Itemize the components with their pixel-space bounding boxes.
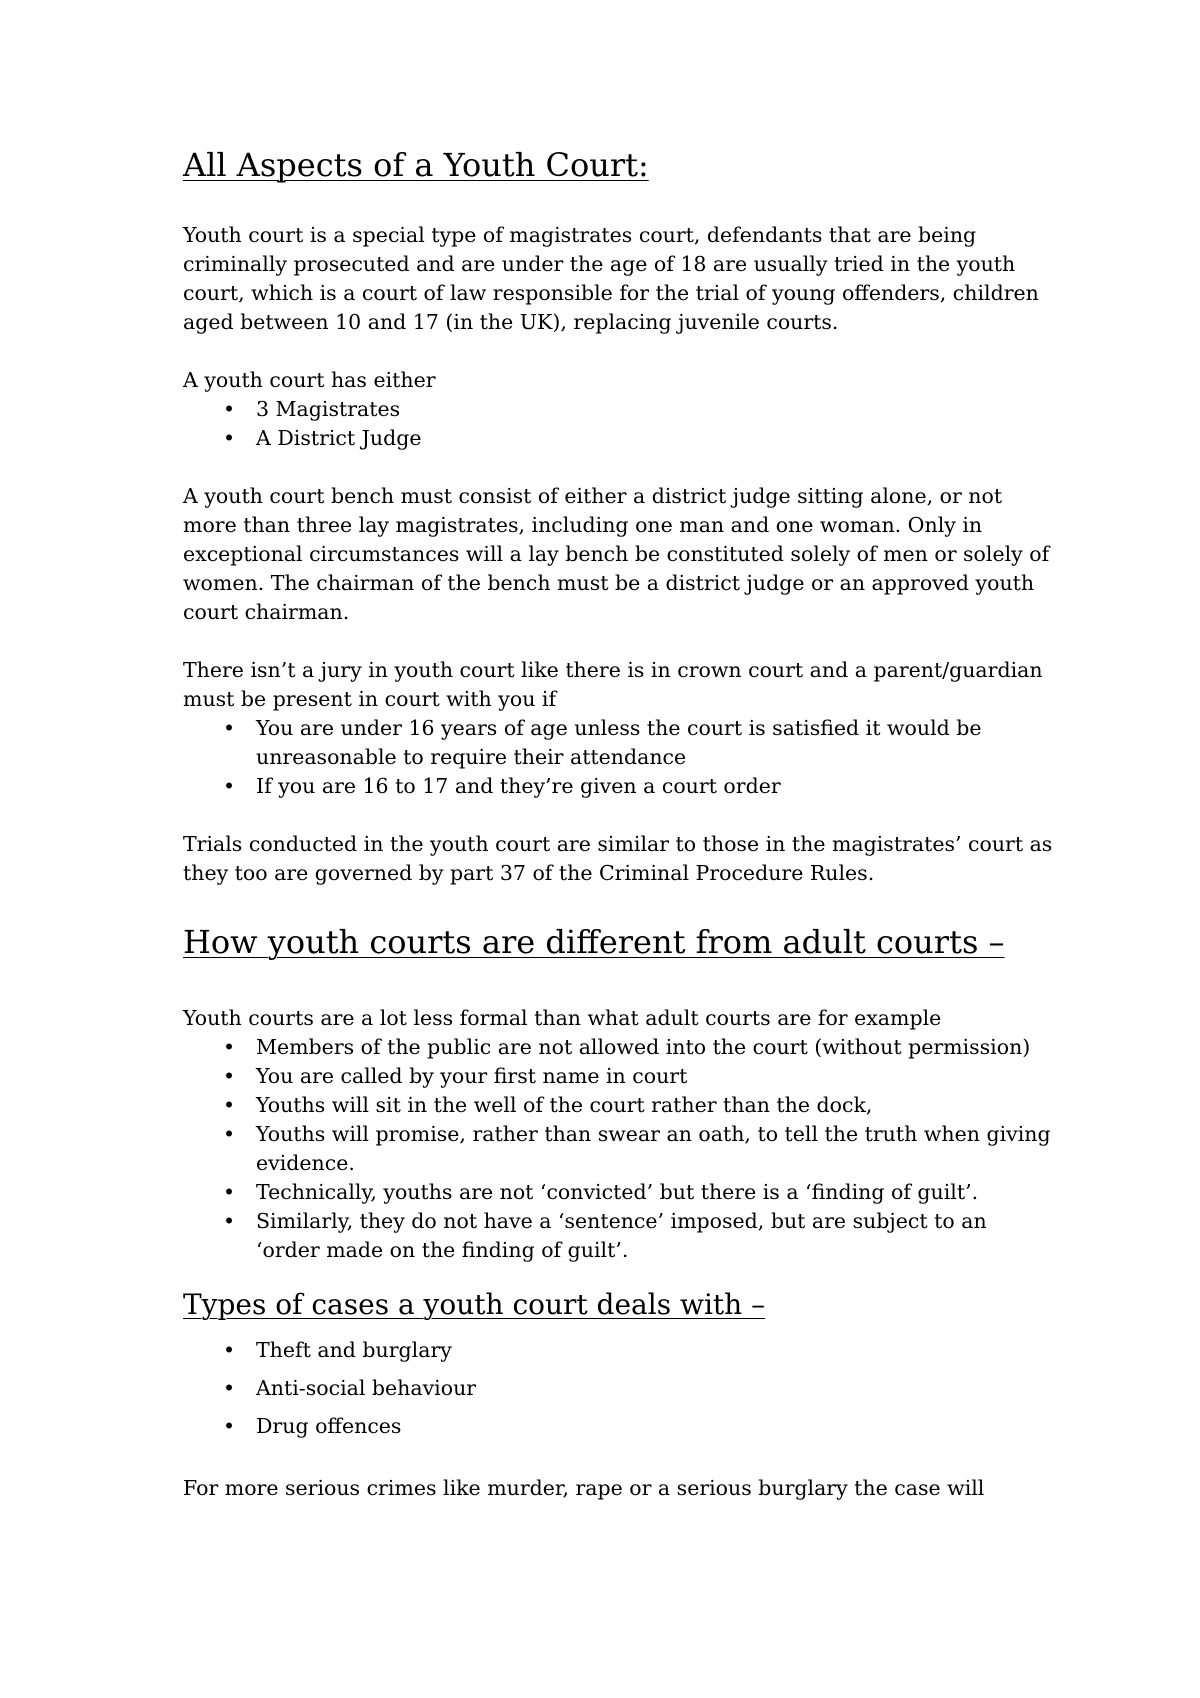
list-item: • Technically, youths are not ‘convicted’ but there is a ‘finding of guilt’.	[183, 1178, 1053, 1207]
jury-lead: There isn’t a jury in youth court like there is in crown court and a parent/guardian must be present in court with you if	[183, 658, 1043, 711]
list-item: • You are called by your first name in court	[183, 1062, 1053, 1091]
page-title: All Aspects of a Youth Court:	[183, 146, 649, 184]
bullet-icon: •	[222, 426, 236, 450]
intro-paragraph: Youth court is a special type of magistrates court, defendants that are being criminally prosecuted and are under the age of 18 are usually tried in the youth court, which is a court of law responsible for the trial of young offenders, children aged between 10 and 17 (in the UK), replacing juvenile courts.	[183, 223, 1039, 334]
list-item: • 3 Magistrates	[183, 395, 1053, 424]
bullet-icon: •	[222, 1180, 236, 1204]
list-item: • Similarly, they do not have a ‘sentence’ imposed, but are subject to an ‘order made on the finding of guilt’.	[183, 1207, 1053, 1265]
types-list	[183, 1331, 1053, 1445]
bullet-icon: •	[222, 1064, 236, 1088]
bullet-icon: •	[222, 716, 236, 740]
diff-lead: Youth courts are a lot less formal than what adult courts are for example	[183, 1006, 942, 1030]
diff-heading: How youth courts are different from adult courts –	[183, 923, 1005, 961]
trials-paragraph: Trials conducted in the youth court are similar to those in the magistrates’ court as they too are governed by part 37 of the Criminal Procedure Rules.	[183, 832, 1053, 885]
list-item: • Drug offences	[183, 1407, 1053, 1445]
list-item: • Theft and burglary	[183, 1331, 1053, 1369]
bullet-icon: •	[222, 1035, 236, 1059]
list-item: • Youths will sit in the well of the court rather than the dock,	[183, 1091, 1053, 1120]
composition-lead: A youth court has either	[183, 368, 436, 392]
list-item: • A District Judge	[183, 424, 1053, 453]
bullet-icon: •	[222, 1122, 236, 1146]
bullet-icon: •	[222, 1376, 236, 1400]
bullet-icon: •	[222, 1414, 236, 1438]
list-item: • Anti-social behaviour	[183, 1369, 1053, 1407]
list-item: • Youths will promise, rather than swear an oath, to tell the truth when giving evidence.	[183, 1120, 1053, 1178]
list-item: • If you are 16 to 17 and they’re given a court order	[183, 772, 1053, 801]
bullet-icon: •	[222, 774, 236, 798]
list-item: • You are under 16 years of age unless the court is satisfied it would be unreasonable to require their attendance	[183, 714, 1053, 772]
bullet-icon: •	[222, 397, 236, 421]
bullet-icon: •	[222, 1338, 236, 1362]
bench-paragraph: A youth court bench must consist of either a district judge sitting alone, or not more than three lay magistrates, including one man and one woman. Only in exceptional circumstances will a lay bench be constituted solely of men or solely of women. The chairman of the bench must be a district judge or an approved youth court chairman.	[183, 484, 1050, 624]
bullet-icon: •	[222, 1093, 236, 1117]
list-item: • Members of the public are not allowed into the court (without permission)	[183, 1033, 1053, 1062]
diff-list	[183, 1033, 1053, 1265]
document-page	[183, 145, 1053, 1503]
types-heading: Types of cases a youth court deals with –	[183, 1288, 766, 1321]
bullet-icon: •	[222, 1209, 236, 1233]
closing-paragraph: For more serious crimes like murder, rape or a serious burglary the case will	[183, 1476, 985, 1500]
composition-list	[183, 395, 1053, 453]
jury-list	[183, 714, 1053, 801]
